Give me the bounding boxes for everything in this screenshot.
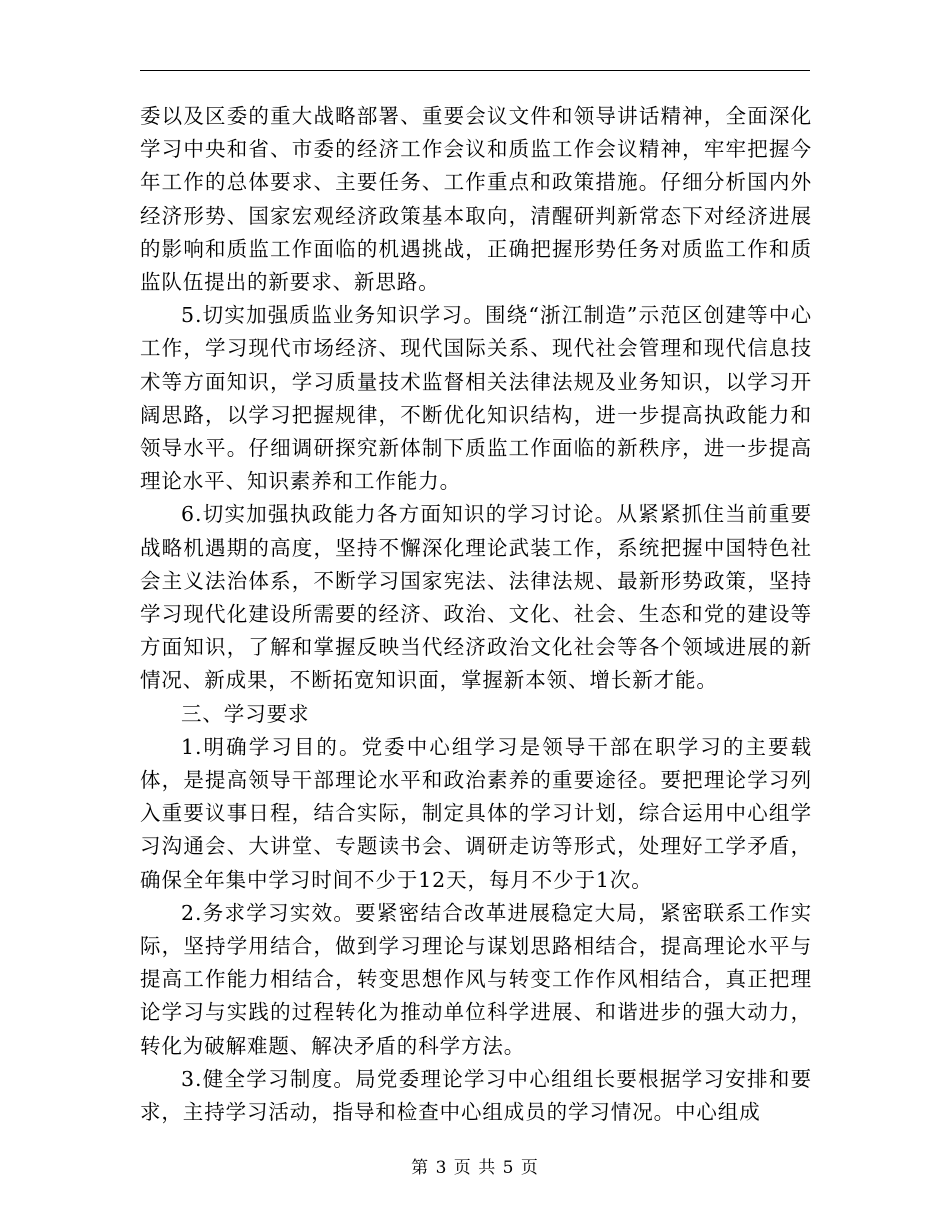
paragraph-requirement-1: 1.明确学习目的。党委中心组学习是领导干部在职学习的主要载体，是提高领导干部理论水平和政治素养的重要途径。要把理论学习列入重要议事日程，结合实际，制定具体的学习计划，综合运用中心组学习沟通会、大讲堂、专题读书会、调研走访等形式，处理好工学矛盾，确保全年集中学习时间不少于12天，每月不少于1次。 (140, 734, 812, 892)
paragraph-item-6: 6.切实加强执政能力各方面知识的学习讨论。从紧紧抓住当前重要战略机遇期的高度，坚持不懈深化理论武装工作，系统把握中国特色社会主义法治体系，不断学习国家宪法、法律法规、最新形势政策，坚持学习现代化建设所需要的经济、政治、文化、社会、生态和党的建设等方面知识，了解和掌握反映当代经济政治文化社会等各个领域进展的新情况、新成果，不断拓宽知识面，掌握新本领、增长新才能。 (140, 502, 812, 693)
page-number-footer: 第 3 页 共 5 页 (411, 1158, 539, 1178)
paragraph-requirement-3: 3.健全学习制度。局党委理论学习中心组组长要根据学习安排和要求，主持学习活动，指导和检查中心组成员的学习情况。中心组成 (140, 1066, 812, 1125)
header-rule (140, 70, 810, 71)
document-body (140, 100, 812, 1129)
paragraph-item-5: 5.切实加强质监业务知识学习。围绕“浙江制造”示范区创建等中心工作，学习现代市场经济、现代国际关系、现代社会管理和现代信息技术等方面知识，学习质量技术监督相关法律法规及业务知识，以学习开阔思路，以学习把握规律，不断优化知识结构，进一步提高执政能力和领导水平。仔细调研探究新体制下质监工作面临的新秩序，进一步提高理论水平、知识素养和工作能力。 (140, 303, 812, 494)
section-heading-requirements: 三、学习要求 (181, 701, 310, 726)
paragraph-requirement-2: 2.务求学习实效。要紧密结合改革进展稳定大局，紧密联系工作实际，坚持学用结合，做到学习理论与谋划思路相结合，提高理论水平与提高工作能力相结合，转变思想作风与转变工作作风相结合，真正把理论学习与实践的过程转化为推动单位科学进展、和谐进步的强大动力，转化为破解难题、解决矛盾的科学方法。 (140, 900, 812, 1058)
paragraph-continued: 委以及区委的重大战略部署、重要会议文件和领导讲话精神，全面深化学习中央和省、市委的经济工作会议和质监工作会议精神，牢牢把握今年工作的总体要求、主要任务、工作重点和政策措施。仔细分析国内外经济形势、国家宏观经济政策基本取向，清醒研判新常态下对经济进展的影响和质监工作面临的机遇挑战，正确把握形势任务对质监工作和质监队伍提出的新要求、新思路。 (140, 104, 812, 295)
